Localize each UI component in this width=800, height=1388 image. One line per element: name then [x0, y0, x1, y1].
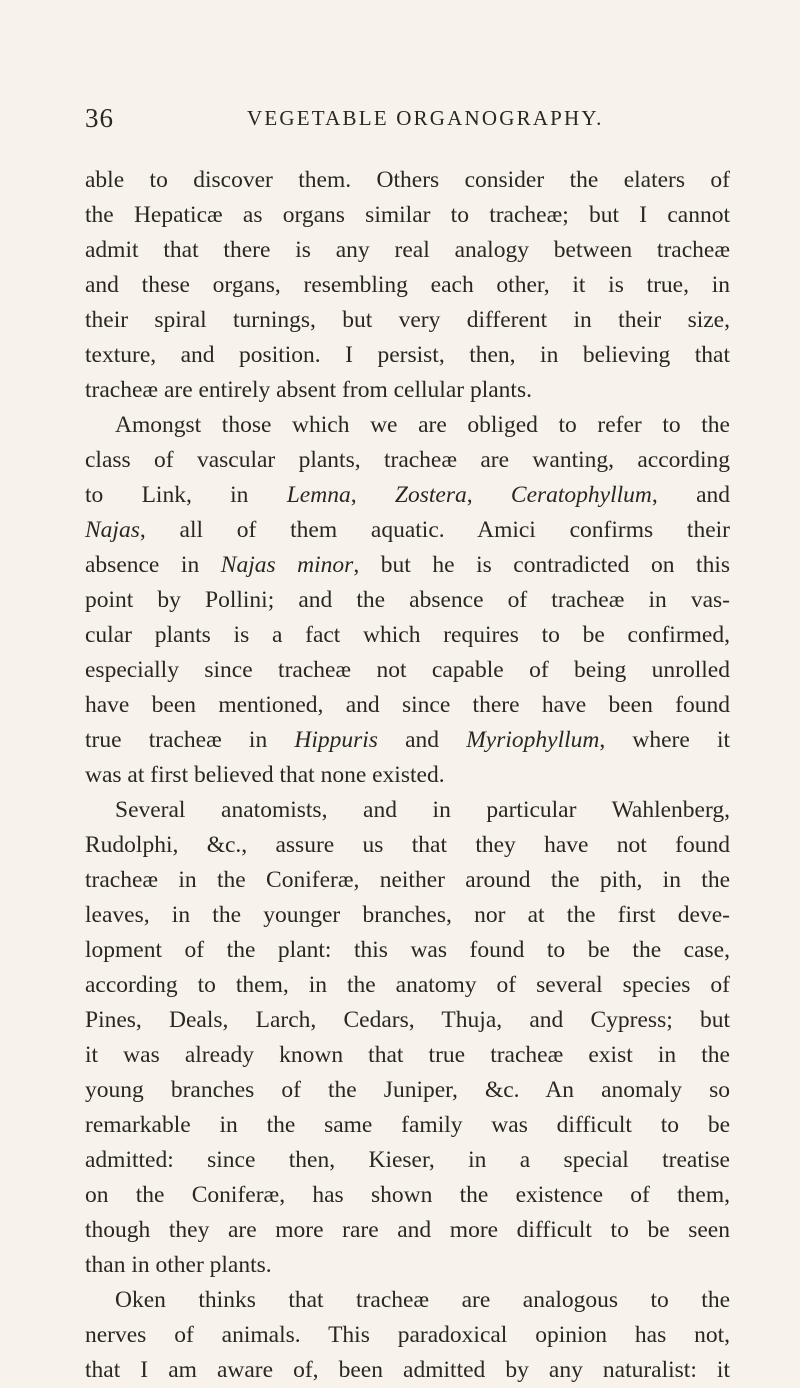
text-line: young branches of the Juniper, &c. An anomaly so: [85, 1077, 730, 1103]
text-line: Several anatomists, and in particular Wahlenberg,: [115, 797, 730, 823]
text-line: have been mentioned, and since there have been found: [85, 692, 730, 718]
italic-run: Najas minor: [220, 552, 354, 578]
text-line: and these organs, resembling each other, it is true, in: [85, 272, 730, 298]
text-line: Rudolphi, &c., assure us that they have not found: [85, 832, 730, 858]
text-line: than in other plants.: [85, 1252, 272, 1278]
italic-run: Zostera: [394, 482, 467, 508]
text-line: Pines, Deals, Larch, Cedars, Thuja, and Cypress; but: [85, 1007, 730, 1033]
text-line: on the Coniferæ, has shown the existence of them,: [85, 1182, 730, 1208]
text-run: and: [377, 727, 467, 753]
italic-run: Hippuris: [294, 727, 378, 753]
text-line: the Hepaticæ as organs similar to tracheæ; but I cannot: [85, 202, 730, 228]
text-line: class of vascular plants, tracheæ are wanting, according: [85, 447, 730, 473]
page-number: 36: [85, 103, 114, 133]
text-line: tracheæ in the Coniferæ, neither around the pith, in the: [85, 867, 730, 893]
text-line: cular plants is a fact which requires to be confirmed,: [85, 622, 730, 648]
text-line-mixed: [85, 723, 730, 758]
text-run: ,: [466, 482, 511, 508]
text-line: Oken thinks that tracheæ are analogous to the: [115, 1287, 730, 1313]
text-line-mixed: [85, 478, 730, 513]
text-line: nerves of animals. This paradoxical opinion has not,: [85, 1322, 730, 1348]
text-line: admitted: since then, Kieser, in a special treatise: [85, 1147, 730, 1173]
text-line: admit that there is any real analogy between tracheæ: [85, 237, 730, 263]
text-run: true tracheæ in: [85, 727, 295, 753]
text-line: Amongst those which we are obliged to refer to the: [115, 412, 730, 438]
text-line: texture, and position. I persist, then, in believing that: [85, 342, 730, 368]
text-line: lopment of the plant: this was found to be the case,: [85, 937, 730, 963]
text-run: to Link, in: [85, 482, 287, 508]
text-run: , all of them aquatic. Amici confirms their: [139, 517, 730, 543]
page-header: [85, 103, 725, 143]
text-line-mixed: [85, 513, 730, 548]
text-run: ,: [350, 482, 395, 508]
text-line: able to discover them. Others consider the elaters of: [85, 167, 730, 193]
running-head: VEGETABLE ORGANOGRAPHY.: [247, 106, 604, 130]
text-run: , and: [651, 482, 731, 508]
text-line: their spiral turnings, but very different in their size,: [85, 307, 730, 333]
body-text: [85, 163, 730, 1388]
italic-run: Ceratophyllum: [510, 482, 652, 508]
text-run: , but he is contradicted on this: [353, 552, 730, 578]
text-run: absence in: [85, 552, 221, 578]
text-line: was at first believed that none existed.: [85, 762, 445, 788]
text-line: tracheæ are entirely absent from cellular plants.: [85, 377, 532, 403]
text-line-mixed: [85, 548, 730, 583]
text-line: that I am aware of, been admitted by any naturalist: it: [85, 1357, 730, 1383]
italic-run: Myriophyllum: [466, 727, 600, 753]
italic-run: Najas: [85, 517, 140, 543]
text-line: according to them, in the anatomy of several species of: [85, 972, 730, 998]
text-line: point by Pollini; and the absence of tracheæ in vas-: [85, 587, 730, 613]
text-line: though they are more rare and more difficult to be seen: [85, 1217, 730, 1243]
text-line: especially since tracheæ not capable of being unrolled: [85, 657, 730, 683]
text-run: , where it: [599, 727, 731, 753]
italic-run: Lemna: [286, 482, 351, 508]
text-line: leaves, in the younger branches, nor at the first deve-: [85, 902, 730, 928]
text-line: it was already known that true tracheæ exist in the: [85, 1042, 730, 1068]
text-line: remarkable in the same family was difficult to be: [85, 1112, 730, 1138]
